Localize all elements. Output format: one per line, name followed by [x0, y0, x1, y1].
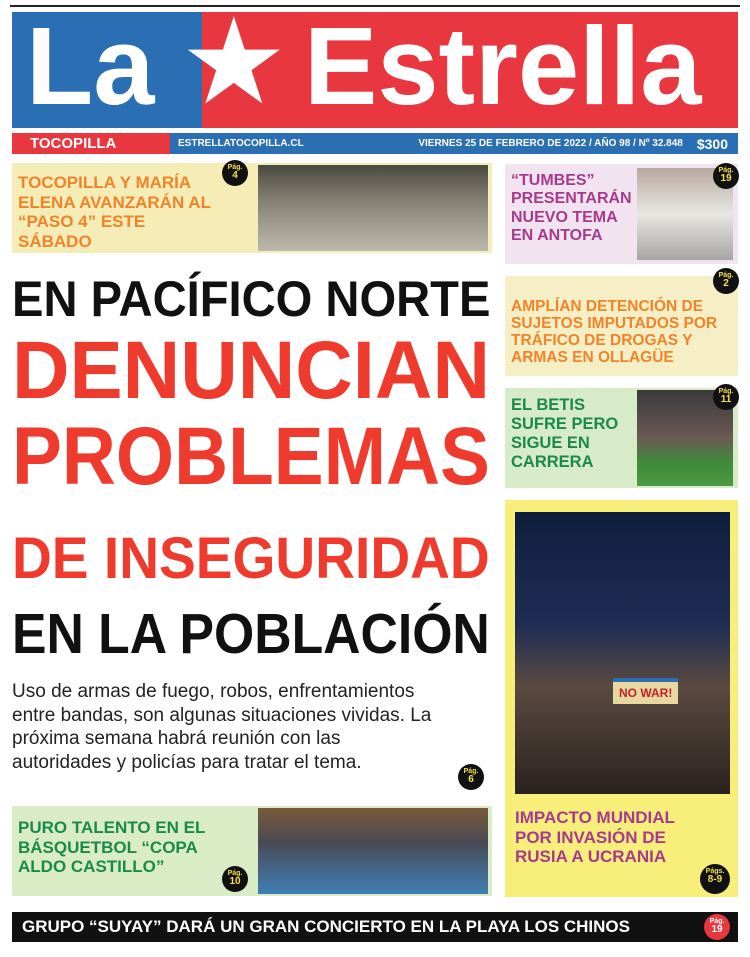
headline-line: PROBLEMAS [12, 411, 490, 502]
story-photo [258, 165, 488, 251]
story-title: IMPACTO MUNDIAL POR INVASIÓN DE RUSIA A UCRANIA [515, 808, 675, 867]
lead-text: Uso de armas de fuego, robos, enfrentamientos entre bandas, son algunas situaciones vividas. La próxima semana habrá reunión con las autoridades y policías para tratar el tema. [12, 681, 432, 773]
page-ref-badge: Pág. 19 [713, 163, 739, 189]
top-rule [10, 5, 740, 7]
story-title: PURO TALENTO EN EL BÁSQUETBOL “COPA ALDO CASTILLO” [18, 818, 206, 877]
story-basketball[interactable] [12, 806, 492, 896]
story-amplian[interactable] [505, 276, 738, 376]
page-ref-badge: Pág. 6 [458, 764, 484, 790]
price: $300 [696, 135, 728, 152]
footer-title: GRUPO “SUYAY” DARÁ UN GRAN CONCIERTO EN LA PLAYA LOS CHINOS [22, 917, 630, 936]
story-paso4[interactable] [12, 163, 492, 253]
headline-kicker: EN PACÍFICO NORTE [12, 271, 491, 327]
headline-line: EN LA POBLACIÓN [12, 602, 490, 666]
website-link[interactable]: ESTRELLATOCOPILLA.CL [178, 138, 304, 149]
story-tumbes[interactable] [505, 164, 738, 264]
page-ref-badge: Pág. 2 [713, 268, 739, 294]
masthead-name-right: Estrella [304, 12, 702, 128]
page-ref-badge: Págs. 8-9 [700, 864, 730, 894]
story-title: TOCOPILLA Y MARÍA ELENA AVANZARÁN AL “PASO 4” ESTE SÁBADO [18, 173, 211, 251]
page-ref-badge: Pág. 19 [704, 914, 730, 940]
headline-line: DE INSEGURIDAD [12, 526, 490, 591]
protest-sign: NO WAR! [613, 678, 678, 704]
dateline: VIERNES 25 DE FEBRERO DE 2022 / AÑO 98 / Nº 32.848 [418, 138, 683, 149]
story-title: EL BETIS SUFRE PERO SIGUE EN CARRERA [511, 396, 619, 471]
star-icon: ★ [180, 12, 288, 128]
page-ref-badge: Pág. 4 [222, 160, 248, 186]
page-ref-badge: Pág. 10 [222, 866, 248, 892]
headline-line: DENUNCIAN [12, 325, 490, 416]
story-betis[interactable] [505, 388, 738, 488]
footer-story-banner[interactable] [12, 912, 738, 942]
story-title: AMPLÍAN DETENCIÓN DE SUJETOS IMPUTADOS POR TRÁFICO DE DROGAS Y ARMAS EN OLLAGÜE [511, 298, 718, 367]
edition-city: TOCOPILLA [12, 133, 170, 154]
masthead-info-bar [12, 133, 738, 154]
story-photo [258, 808, 488, 894]
story-title: “TUMBES” PRESENTARÁN NUEVO TEMA EN ANTOFA [511, 172, 632, 245]
story-ucrania[interactable] [505, 500, 738, 897]
page-ref-badge: Pág. 11 [713, 384, 739, 410]
story-photo [515, 512, 730, 794]
masthead-name-left: La [26, 12, 155, 128]
masthead [12, 12, 738, 128]
